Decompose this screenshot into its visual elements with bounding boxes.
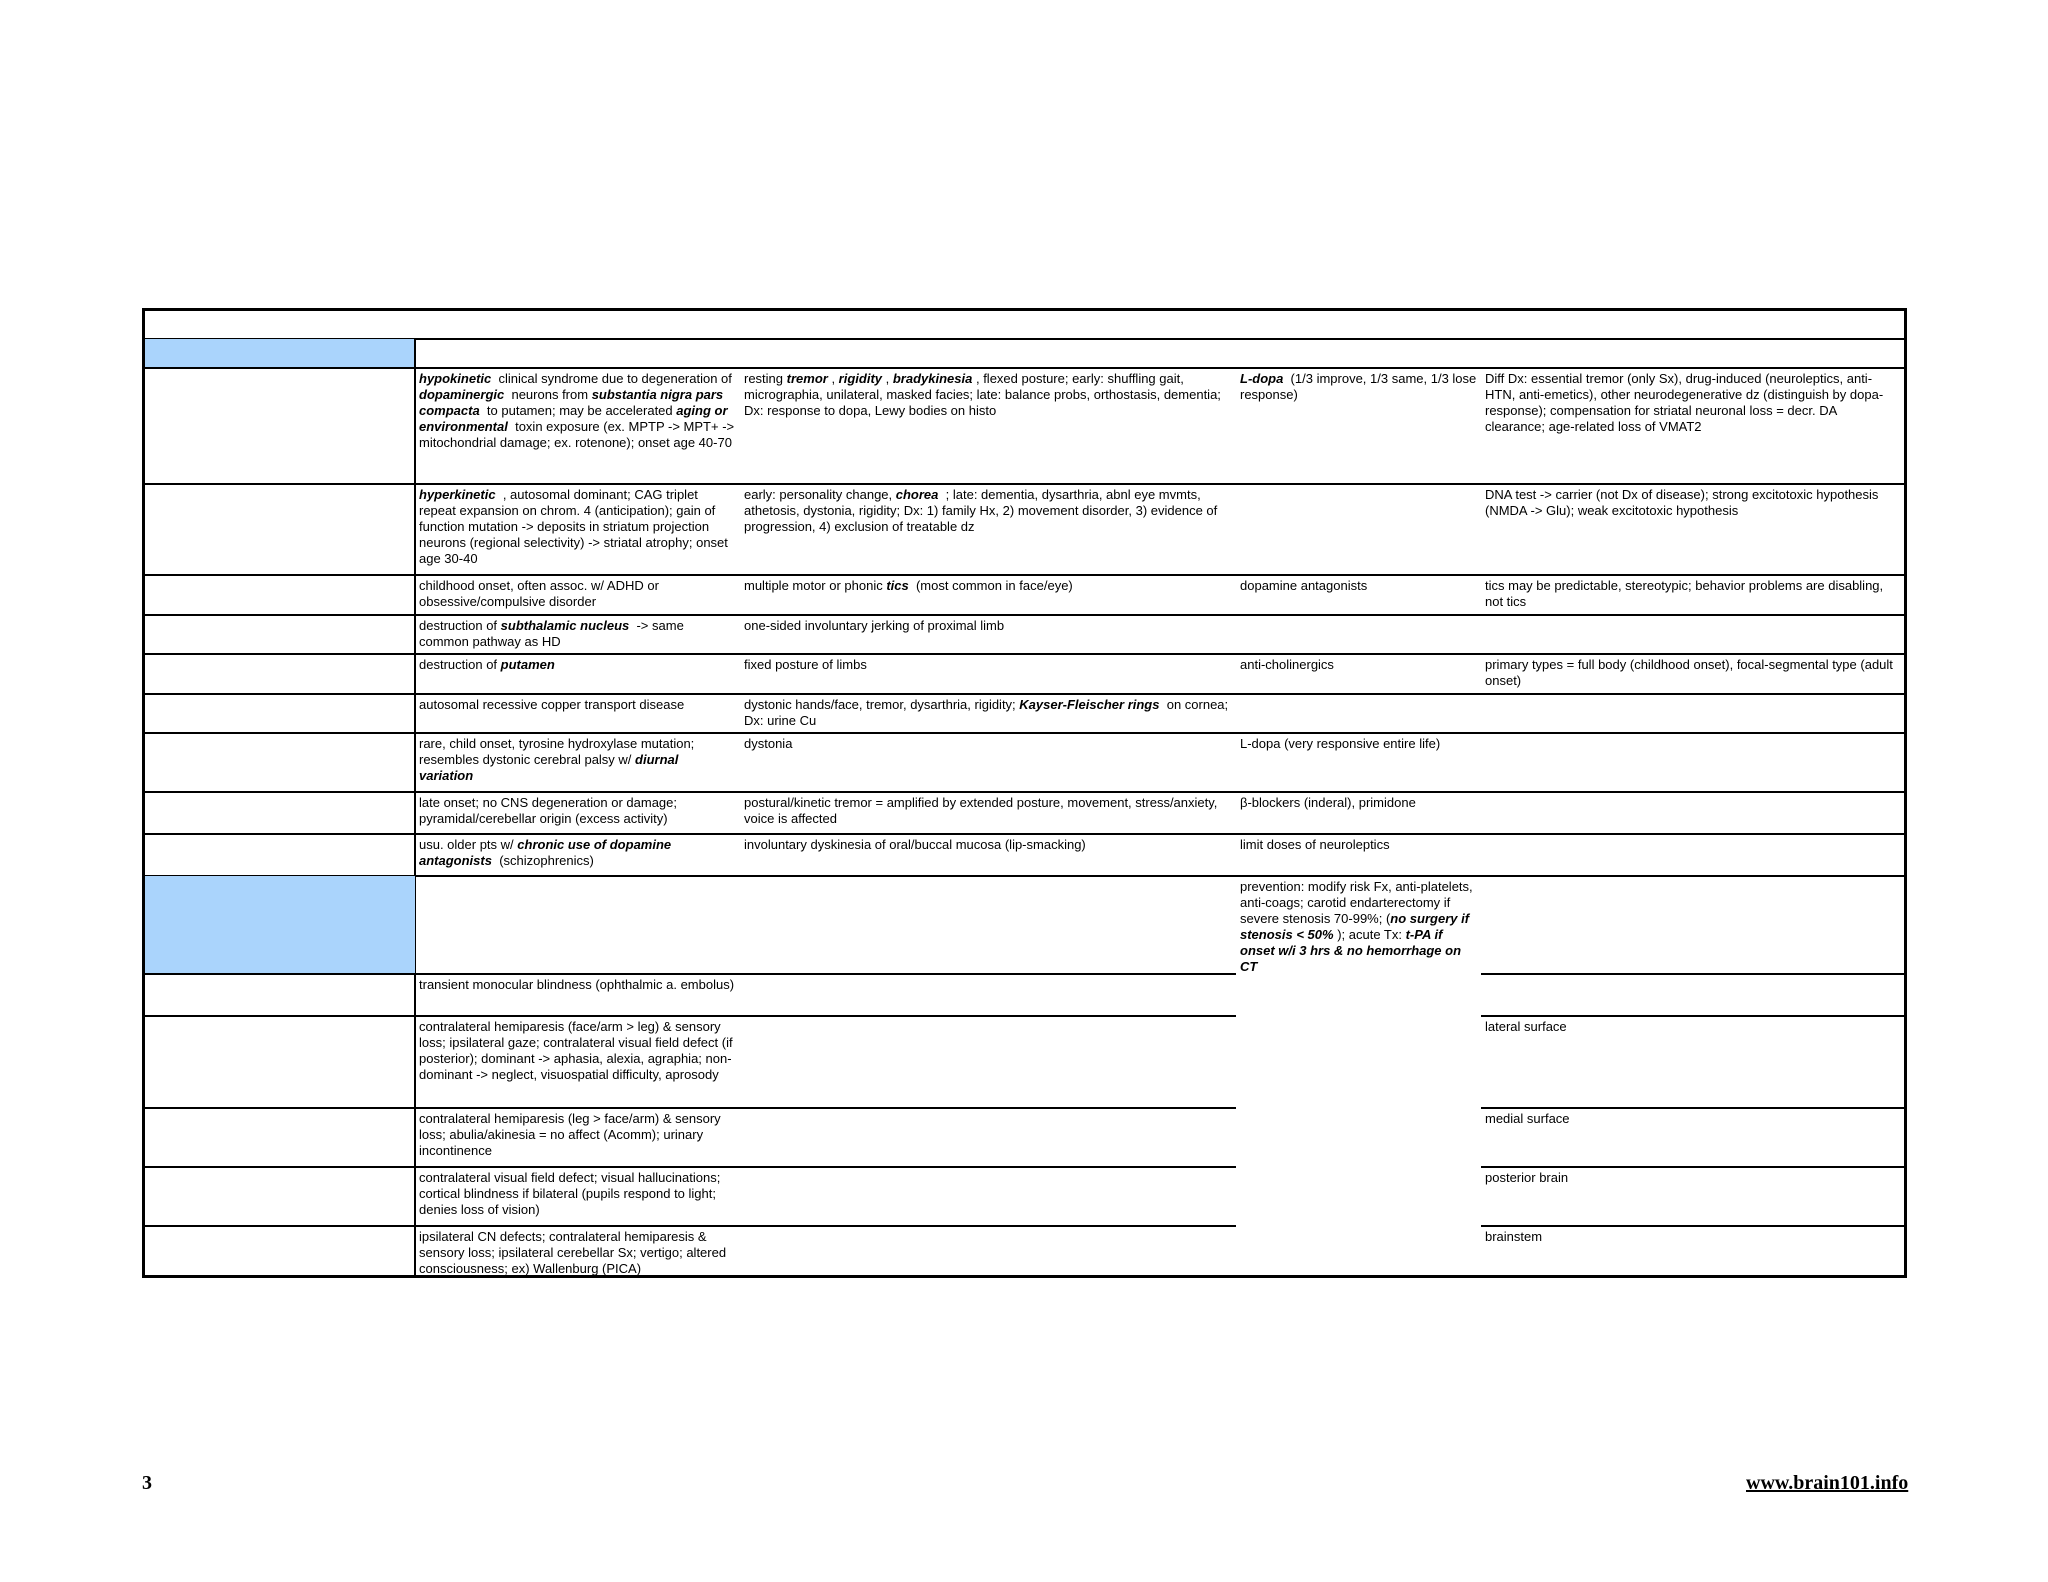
header-condition	[145, 311, 415, 339]
notes-cell	[1481, 792, 1904, 834]
pathogenesis-cell: late onset; no CNS degeneration or damage; pyramidal/cerebellar origin (excess activity)	[419, 795, 678, 826]
notes-cell: tics may be predictable, stereotypic; behavior problems are disabling, not tics	[1485, 578, 1884, 609]
notes-cell: primary types = full body (childhood onset), focal-segmental type (adult onset)	[1485, 657, 1893, 688]
sxdx-cell: one-sided involuntary jerking of proximal limb	[744, 618, 1005, 633]
page-number: 3	[142, 1472, 152, 1494]
condition-cell	[145, 615, 415, 654]
condition-cell	[145, 694, 415, 733]
pathogenesis-cell: childhood onset, often assoc. w/ ADHD or obsessive/compulsive disorder	[419, 578, 659, 609]
notes-cell: Diff Dx: essential tremor (only Sx), drug-induced (neuroleptics, anti-HTN, anti-emetics), other neurodegenerative dz (distinguish by dopa-response); compensation for striatal neuronal loss = decr. DA clearance; age-related loss of VMAT2	[1485, 371, 1884, 434]
condition-cell	[145, 575, 415, 615]
notes-cell: brainstem	[1485, 1229, 1543, 1244]
sxdx-cell: fixed posture of limbs	[744, 657, 867, 672]
rx-cell: L-dopa (very responsive entire life)	[1240, 736, 1441, 751]
rx-cell: β-blockers (inderal), primidone	[1240, 795, 1416, 810]
condition-cell	[145, 733, 415, 792]
rx-cell: anti-cholinergics	[1240, 657, 1334, 672]
condition-cell	[145, 1016, 415, 1108]
footer-url: www.brain101.info	[1746, 1472, 1909, 1494]
sxdx-cell: involuntary dyskinesia of oral/buccal mucosa (lip-smacking)	[744, 837, 1086, 852]
rx-cell: limit doses of neuroleptics	[1240, 837, 1390, 852]
condition-cell	[145, 834, 415, 876]
sxdx-cell: resting tremor , rigidity , bradykinesia , flexed posture; early: shuffling gait, micrographia, unilateral, masked facies; late: balance probs, orthostasis, dementia; Dx: response to dopa, Lewy bodies on histo	[744, 371, 1221, 418]
pathogenesis-cell: contralateral hemiparesis (face/arm > leg) & sensory loss; ipsilateral gaze; contralateral visual field defect (if posterior); dominant -> aphasia, alexia, agraphia; non-dominant -> neglect, visuospatial difficulty, aprosody	[419, 1019, 733, 1082]
notes-cell	[1481, 733, 1904, 792]
condition-cell	[145, 368, 415, 484]
notes-cell: DNA test -> carrier (not Dx of disease); strong excitotoxic hypothesis (NMDA -> Glu); weak excitotoxic hypothesis	[1485, 487, 1879, 518]
condition-cell	[145, 792, 415, 834]
notes-cell: posterior brain	[1485, 1170, 1569, 1185]
pathogenesis-cell: transient monocular blindness (ophthalmic a. embolus)	[419, 977, 735, 992]
condition-cell	[145, 484, 415, 575]
condition-cell	[145, 974, 415, 1016]
rx-cell	[1236, 694, 1481, 733]
section-stroke	[145, 876, 415, 974]
pathogenesis-cell: destruction of putamen	[419, 657, 555, 672]
notes-cell: medial surface	[1485, 1111, 1570, 1126]
disorders-table	[142, 308, 1907, 1278]
condition-cell	[145, 1167, 415, 1226]
rx-cell: dopamine antagonists	[1240, 578, 1368, 593]
notes-cell	[1481, 615, 1904, 654]
condition-cell	[145, 1108, 415, 1167]
pathogenesis-cell: ipsilateral CN defects; contralateral hemiparesis & sensory loss; ipsilateral cerebellar Sx; vertigo; altered consciousness; ex) Wallenburg (PICA)	[419, 1229, 727, 1276]
sxdx-cell: dystonic hands/face, tremor, dysarthria, rigidity; Kayser-Fleischer rings on cornea; Dx: urine Cu	[744, 697, 1229, 728]
condition-cell	[145, 654, 415, 694]
rx-cell: L-dopa (1/3 improve, 1/3 same, 1/3 lose response)	[1240, 371, 1477, 402]
pathogenesis-cell: rare, child onset, tyrosine hydroxylase mutation; resembles dystonic cerebral palsy w/ diurnal variation	[419, 736, 695, 783]
pathogenesis-cell: contralateral hemiparesis (leg > face/arm) & sensory loss; abulia/akinesia = no affect (Acomm); urinary incontinence	[419, 1111, 721, 1158]
header-rx	[1236, 311, 1481, 339]
notes-cell	[1481, 694, 1904, 733]
header-notes	[1481, 311, 1904, 339]
pathogenesis-cell: destruction of subthalamic nucleus -> same common pathway as HD	[419, 618, 684, 649]
pathogenesis-cell: autosomal recessive copper transport disease	[419, 697, 685, 712]
condition-cell	[145, 1226, 415, 1278]
rx-cell	[1236, 484, 1481, 575]
sxdx-cell: multiple motor or phonic tics (most common in face/eye)	[744, 578, 1073, 593]
notes-cell	[1481, 834, 1904, 876]
pathogenesis-cell: contralateral visual field defect; visual hallucinations; cortical blindness if bilateral (pupils respond to light; denies loss of vision)	[419, 1170, 721, 1217]
sxdx-cell: dystonia	[744, 736, 793, 751]
pathogenesis-cell: usu. older pts w/ chronic use of dopamine antagonists (schizophrenics)	[419, 837, 672, 868]
section-movement-disorders	[145, 339, 415, 368]
header-pathogenesis	[415, 311, 740, 339]
sxdx-cell: postural/kinetic tremor = amplified by extended posture, movement, stress/anxiety, voice is affected	[744, 795, 1218, 826]
notes-cell: lateral surface	[1485, 1019, 1567, 1034]
stroke-rx-cell: prevention: modify risk Fx, anti-platelets, anti-coags; carotid endarterectomy if severe stenosis 70-99%; (no surgery if stenosis < 50% ); acute Tx: t-PA if onset w/i 3 hrs & no hemorrhage on CT	[1240, 879, 1473, 974]
sxdx-cell: early: personality change, chorea ; late: dementia, dysarthria, abnl eye mvmts, athetosis, dystonia, rigidity; Dx: 1) family Hx, 2) movement disorder, 3) evidence of progression, 4) exclusion of treatable dz	[744, 487, 1218, 534]
notes-cell	[1481, 974, 1904, 1016]
header-sxdx	[740, 311, 1236, 339]
rx-cell	[1236, 615, 1481, 654]
pathogenesis-cell: hyperkinetic , autosomal dominant; CAG triplet repeat expansion on chrom. 4 (anticipation); gain of function mutation -> deposits in striatum projection neurons (regional selectivity) -> striatal atrophy; onset age 30-40	[419, 487, 728, 566]
pathogenesis-cell: hypokinetic clinical syndrome due to degeneration of dopaminergic neurons from substantia nigra pars compacta to putamen; may be accelerated aging or environmental toxin exposure (ex. MPTP -> MPT+ -> mitochondrial damage; ex. rotenone); onset age 40-70	[419, 371, 735, 450]
